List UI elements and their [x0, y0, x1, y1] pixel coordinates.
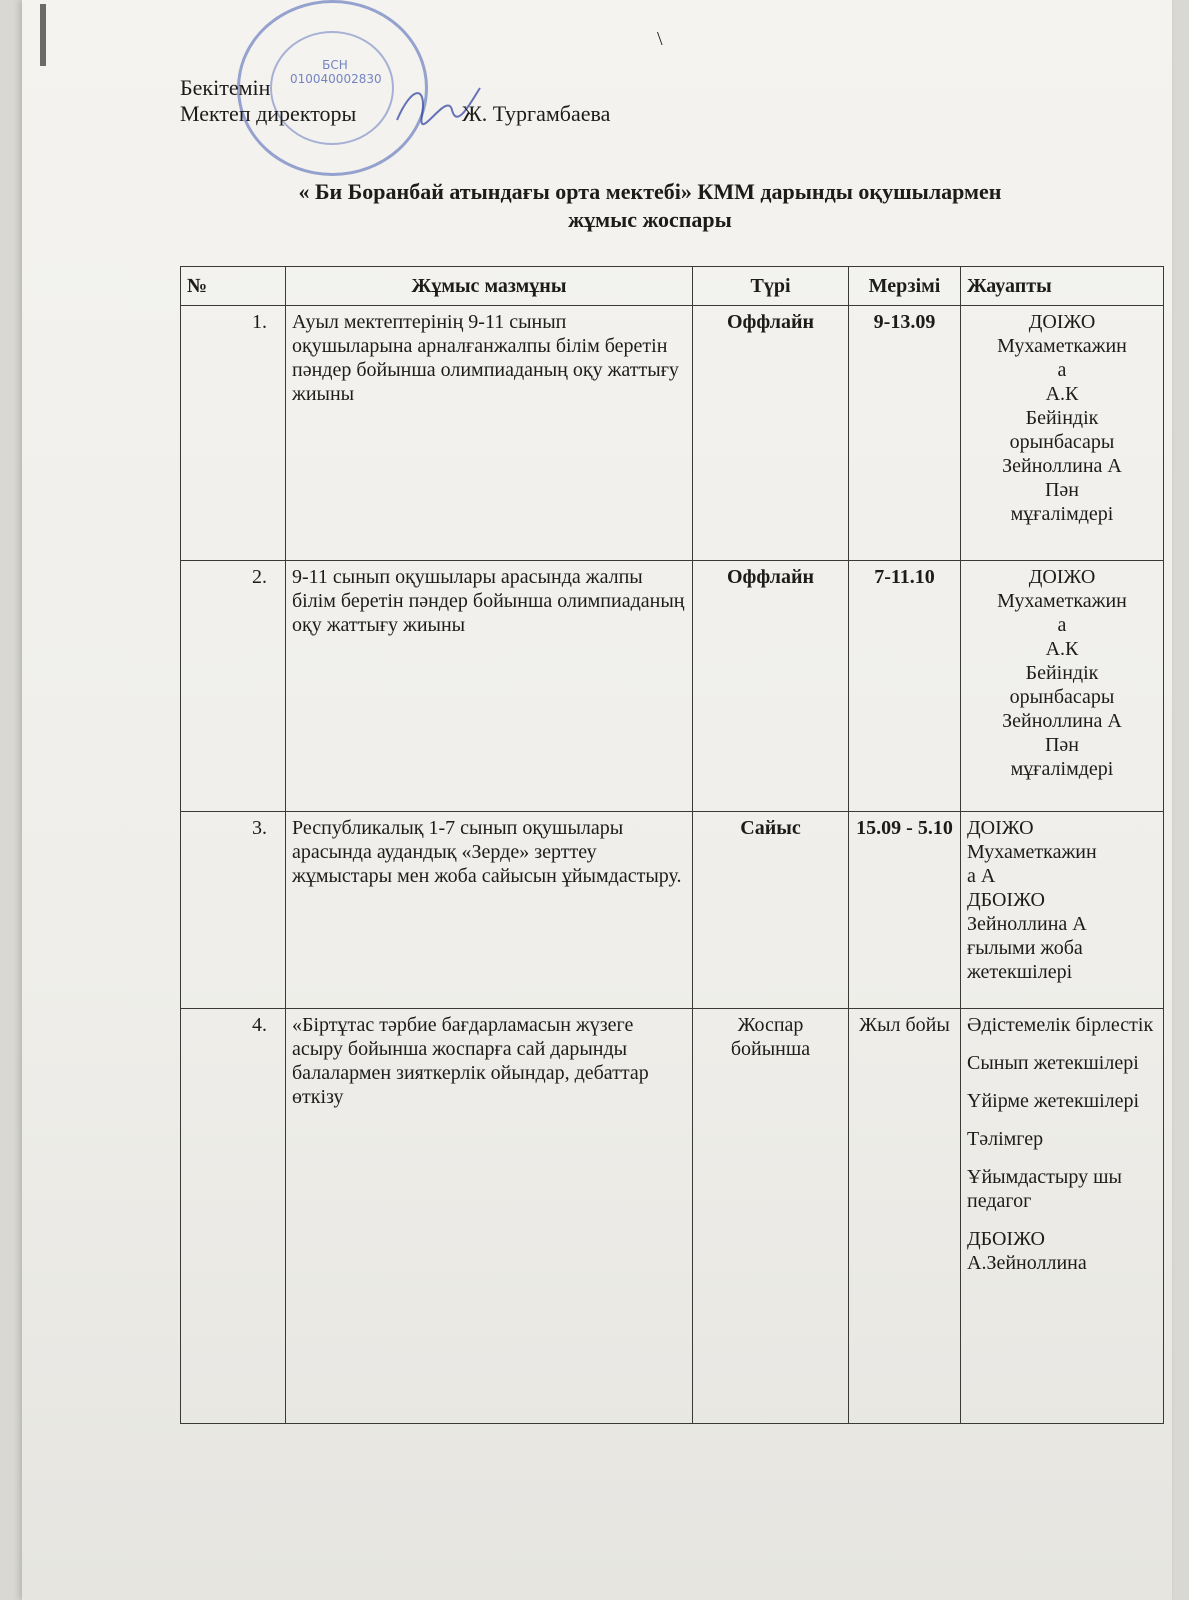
resp-line: Сынып жетекшілері	[967, 1052, 1139, 1074]
resp-line: ДОІЖО	[1028, 566, 1096, 588]
resp-line: Зейноллина А	[1002, 455, 1122, 477]
document-title	[190, 178, 1110, 234]
row-responsible	[961, 561, 1164, 812]
row-content: Республикалық 1-7 сынып оқушылары арасында аудандық «Зерде» зерттеу жұмыстары мен жоба сайысын ұйымдастыру.	[286, 812, 693, 1009]
resp-line: а А	[967, 865, 996, 887]
resp-line: Үйірме жетекшілері	[967, 1090, 1140, 1112]
resp-line: а	[1057, 614, 1067, 636]
resp-line: Тәлімгер	[967, 1128, 1044, 1150]
table-row	[181, 812, 1164, 1009]
row-content: 9-11 сынып оқушылары арасында жалпы білім беретін пәндер бойынша олимпиаданың оқу жаттығу жиыны	[286, 561, 693, 812]
page-edge-mark	[40, 4, 46, 66]
row-type: Оффлайн	[693, 306, 849, 561]
row-content: Ауыл мектептерінің 9-11 сынып оқушыларына арналғанжалпы білім беретін пәндер бойынша олимпиаданың оқу жаттығу жиыны	[286, 306, 693, 561]
header-resp: Жауапты	[961, 267, 1164, 306]
resp-line: Ұйымдастыру шы педагог	[967, 1166, 1122, 1212]
row-type: Жоспар бойынша	[693, 1009, 849, 1424]
row-responsible	[961, 306, 1164, 561]
resp-line: орынбасары	[1009, 431, 1115, 453]
table-row	[181, 1009, 1164, 1424]
resp-line: Пән	[1044, 734, 1080, 756]
table-row	[181, 306, 1164, 561]
document-page	[22, 0, 1172, 1600]
row-number: 2.	[181, 561, 286, 812]
row-date: 7-11.10	[849, 561, 961, 812]
resp-line: А.К	[1045, 638, 1079, 660]
resp-line: ДОІЖО	[1028, 311, 1096, 333]
title-line-2: жұмыс жоспары	[568, 207, 732, 232]
resp-line: мұғалімдері	[1010, 503, 1114, 525]
resp-line: А.К	[1045, 383, 1079, 405]
resp-line: орынбасары	[1009, 686, 1115, 708]
resp-line: ғылыми жоба	[967, 937, 1083, 959]
resp-line: Зейноллина А	[1002, 710, 1122, 732]
resp-line: Мухаметкажин	[997, 335, 1127, 357]
resp-line: Мухаметкажин	[967, 841, 1097, 863]
row-date: Жыл бойы	[849, 1009, 961, 1424]
row-type: Сайыс	[693, 812, 849, 1009]
row-type: Оффлайн	[693, 561, 849, 812]
row-responsible	[961, 812, 1164, 1009]
row-number: 4.	[181, 1009, 286, 1424]
row-number: 3.	[181, 812, 286, 1009]
resp-line: жетекшілері	[967, 961, 1073, 983]
seal-inner-ring	[270, 31, 394, 145]
resp-line: ДБОІЖО А.Зейноллина	[967, 1228, 1087, 1274]
resp-line: Мухаметкажин	[997, 590, 1127, 612]
table-row	[181, 561, 1164, 812]
row-date: 15.09 - 5.10	[849, 812, 961, 1009]
resp-line: Бейіндік	[1025, 662, 1099, 684]
resp-line: Бейіндік	[1025, 407, 1099, 429]
title-line-1: « Би Боранбай атындағы орта мектебі» КММ дарынды оқушылармен	[298, 179, 1002, 204]
row-responsible	[961, 1009, 1164, 1424]
resp-line: Зейноллина А	[967, 913, 1087, 935]
resp-line: мұғалімдері	[1010, 758, 1114, 780]
row-date: 9-13.09	[849, 306, 961, 561]
approve-label: Бекітемін	[180, 75, 271, 100]
header-type: Түрі	[693, 267, 849, 306]
resp-line: а	[1057, 359, 1067, 381]
seal-text: БСН 010040002830	[290, 58, 382, 86]
header-date: Мерзімі	[849, 267, 961, 306]
director-label: Мектеп директоры	[180, 101, 357, 126]
header-content: Жұмыс мазмұны	[286, 267, 693, 306]
work-plan-table	[180, 266, 1164, 1424]
resp-line: Пән	[1044, 479, 1080, 501]
corner-mark: \	[657, 28, 663, 50]
resp-line: ДБОІЖО	[967, 889, 1045, 911]
approval-block	[180, 75, 611, 126]
resp-line: Әдістемелік бірлестік	[967, 1014, 1154, 1036]
director-name: Ж. Тургамбаева	[462, 101, 611, 126]
table-header-row	[181, 267, 1164, 306]
resp-line: ДОІЖО	[967, 817, 1034, 839]
row-content: «Біртұтас тәрбие бағдарламасын жүзеге асыру бойынша жоспарға сай дарынды балалармен зияткерлік ойындар, дебаттар өткізу	[286, 1009, 693, 1424]
row-number: 1.	[181, 306, 286, 561]
header-num: №	[181, 267, 286, 306]
